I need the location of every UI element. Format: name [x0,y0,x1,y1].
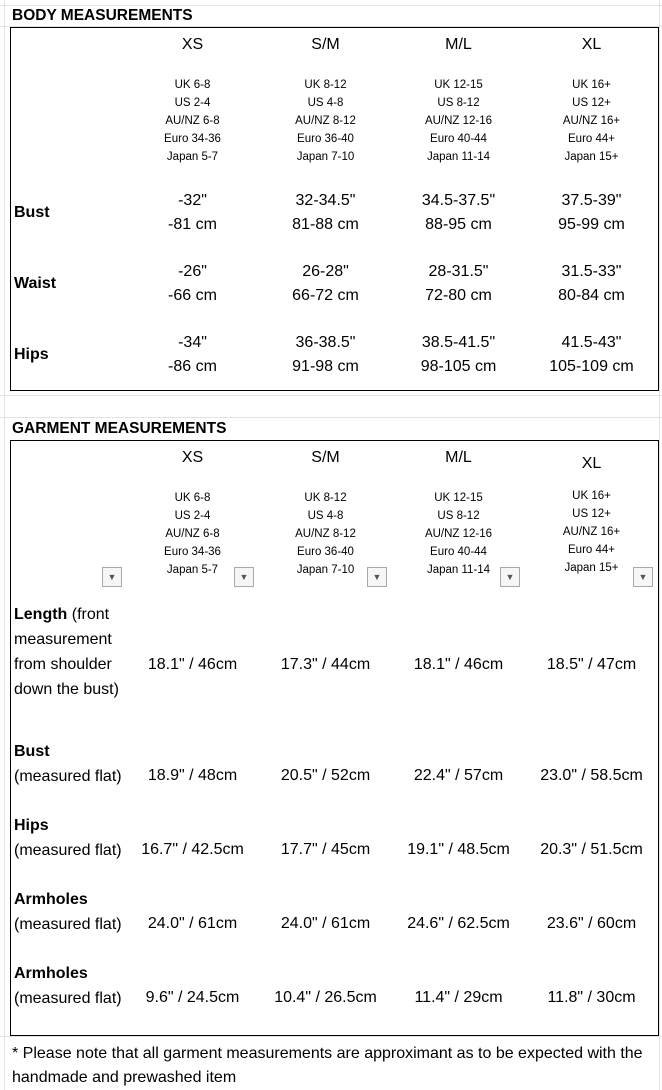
body-cell[interactable]: 26-28" 66-72 cm [259,248,393,320]
us-size: US 12+ [572,508,611,520]
size-label: XL [581,455,602,472]
body-cell[interactable]: -34" -86 cm [126,319,260,391]
garment-cell[interactable]: 18.9" / 48cm [126,739,260,814]
garment-size-header-sm[interactable] [259,440,393,591]
body-size-header-xs[interactable] [126,27,260,178]
uk-size: UK 8-12 [304,79,347,91]
garment-cell[interactable]: 11.8" / 30cm [525,961,659,1036]
au-nz-size: AU/NZ 16+ [562,526,621,538]
body-measurements-title: BODY MEASUREMENTS [12,7,193,24]
euro-size: Euro 34-36 [164,133,221,145]
size-label: M/L [445,449,472,466]
footnote: * Please note that all garment measurements are approximant as to be expected with the handmade and prewashed item [12,1045,643,1086]
us-size: US 2-4 [174,510,211,522]
garment-cell[interactable]: 20.5" / 52cm [259,739,393,814]
garment-header-corner[interactable] [10,440,127,591]
dropdown-arrow-icon[interactable]: ▼ [234,567,254,587]
au-nz-size: AU/NZ 6-8 [165,115,220,127]
garment-cell[interactable]: 19.1" / 48.5cm [392,813,526,888]
body-cell[interactable]: -32" -81 cm [126,177,260,249]
garment-cell[interactable]: 17.3" / 44cm [259,590,393,740]
size-label: S/M [311,36,340,53]
garment-cell[interactable]: 9.6" / 24.5cm [126,961,260,1036]
japan-size: Japan 11-14 [426,564,491,576]
garment-size-header-ml[interactable] [392,440,526,591]
us-size: US 4-8 [307,510,344,522]
dropdown-arrow-icon[interactable]: ▼ [367,567,387,587]
japan-size: Japan 5-7 [166,151,219,163]
garment-cell[interactable]: 17.7" / 45cm [259,813,393,888]
us-size: US 8-12 [437,97,480,109]
body-size-header-ml[interactable] [392,27,526,178]
garment-cell[interactable]: 24.0" / 61cm [126,887,260,962]
body-row-label-waist[interactable]: Waist [10,248,127,320]
size-label: S/M [311,449,340,466]
garment-row-label-hips[interactable]: Hips (measured flat) [10,813,127,888]
japan-size: Japan 11-14 [426,151,491,163]
garment-row-label-length[interactable]: Length (front measurement from shoulder down the bust) [10,590,127,740]
uk-size: UK 6-8 [174,79,211,91]
euro-size: Euro 40-44 [430,133,487,145]
size-label: M/L [445,36,472,53]
garment-cell[interactable]: 18.5" / 47cm [525,590,659,740]
garment-row-label-armholes-2[interactable]: Armholes (measured flat) [10,961,127,1036]
garment-cell[interactable]: 23.6" / 60cm [525,887,659,962]
garment-measurements-title: GARMENT MEASUREMENTS [12,420,227,437]
japan-size: Japan 7-10 [296,564,355,576]
size-label: XL [581,36,602,53]
body-cell[interactable]: -26" -66 cm [126,248,260,320]
uk-size: UK 16+ [572,490,611,502]
garment-cell[interactable]: 16.7" / 42.5cm [126,813,260,888]
garment-row-label-bust[interactable]: Bust (measured flat) [10,739,127,814]
dropdown-arrow-icon[interactable]: ▼ [102,567,122,587]
body-cell[interactable]: 41.5-43" 105-109 cm [525,319,659,391]
body-size-header-xl[interactable] [525,27,659,178]
uk-size: UK 8-12 [304,492,347,504]
garment-cell[interactable]: 24.6" / 62.5cm [392,887,526,962]
japan-size: Japan 5-7 [166,564,219,576]
au-nz-size: AU/NZ 6-8 [165,528,220,540]
size-label: XS [181,449,204,466]
au-nz-size: AU/NZ 16+ [562,115,621,127]
au-nz-size: AU/NZ 8-12 [295,115,356,127]
garment-cell[interactable]: 11.4" / 29cm [392,961,526,1036]
euro-size: Euro 44+ [568,544,615,556]
us-size: US 12+ [572,97,611,109]
au-nz-size: AU/NZ 12-16 [424,528,493,540]
body-cell[interactable]: 32-34.5" 81-88 cm [259,177,393,249]
garment-cell[interactable]: 10.4" / 26.5cm [259,961,393,1036]
garment-cell[interactable]: 22.4" / 57cm [392,739,526,814]
dropdown-arrow-icon[interactable]: ▼ [500,567,520,587]
garment-cell[interactable]: 18.1" / 46cm [126,590,260,740]
garment-cell[interactable]: 23.0" / 58.5cm [525,739,659,814]
body-cell[interactable]: 36-38.5" 91-98 cm [259,319,393,391]
dropdown-arrow-icon[interactable]: ▼ [633,567,653,587]
japan-size: Japan 15+ [564,562,619,574]
au-nz-size: AU/NZ 8-12 [295,528,356,540]
uk-size: UK 12-15 [434,79,483,91]
euro-size: Euro 34-36 [164,546,221,558]
euro-size: Euro 40-44 [430,546,487,558]
us-size: US 2-4 [174,97,211,109]
euro-size: Euro 36-40 [297,546,354,558]
body-cell[interactable]: 31.5-33" 80-84 cm [525,248,659,320]
garment-size-header-xl[interactable] [525,440,659,591]
garment-cell[interactable]: 18.1" / 46cm [392,590,526,740]
body-cell[interactable]: 34.5-37.5" 88-95 cm [392,177,526,249]
japan-size: Japan 15+ [564,151,619,163]
body-header-corner[interactable] [10,27,127,178]
size-label: XS [181,36,204,53]
garment-cell[interactable]: 24.0" / 61cm [259,887,393,962]
body-row-label-hips[interactable]: Hips [10,319,127,391]
body-cell[interactable]: 28-31.5" 72-80 cm [392,248,526,320]
body-cell[interactable]: 38.5-41.5" 98-105 cm [392,319,526,391]
body-row-label-bust[interactable]: Bust [10,177,127,249]
uk-size: UK 6-8 [174,492,211,504]
garment-cell[interactable]: 20.3" / 51.5cm [525,813,659,888]
uk-size: UK 12-15 [434,492,483,504]
au-nz-size: AU/NZ 12-16 [424,115,493,127]
japan-size: Japan 7-10 [296,151,355,163]
us-size: US 4-8 [307,97,344,109]
garment-size-header-xs[interactable] [126,440,260,591]
body-cell[interactable]: 37.5-39" 95-99 cm [525,177,659,249]
body-size-header-sm[interactable] [259,27,393,178]
garment-row-label-armholes[interactable]: Armholes (measured flat) [10,887,127,962]
us-size: US 8-12 [437,510,480,522]
euro-size: Euro 44+ [568,133,615,145]
euro-size: Euro 36-40 [297,133,354,145]
uk-size: UK 16+ [572,79,611,91]
